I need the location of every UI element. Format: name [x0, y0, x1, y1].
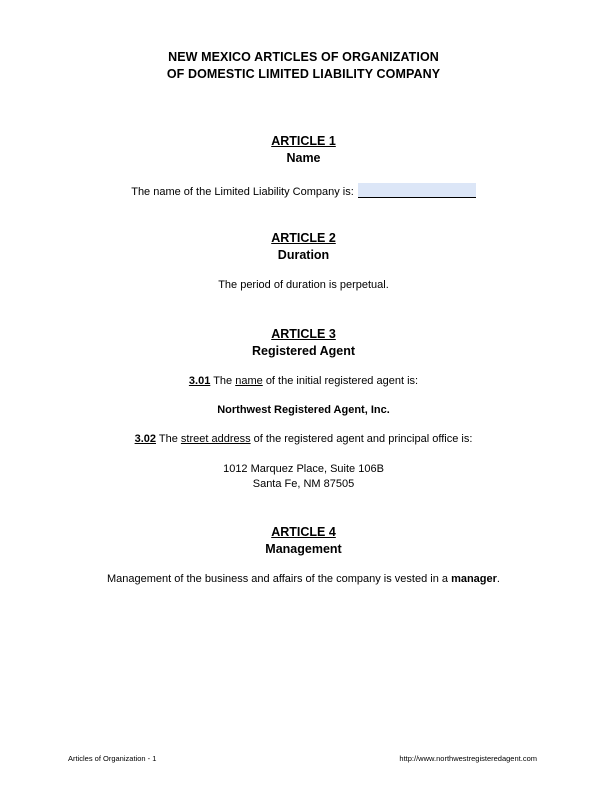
article-4-period: .	[496, 573, 500, 585]
article-1-heading: ARTICLE 1	[271, 134, 336, 148]
section-3-02-pre: The	[158, 433, 178, 445]
article-3-heading: ARTICLE 3	[271, 327, 336, 341]
footer-url[interactable]: http://www.northwestregisteredagent.com	[399, 754, 537, 763]
footer-page-label: Articles of Organization - 1	[68, 754, 157, 763]
section-3-01-term: name	[235, 375, 263, 387]
address-line-2: Santa Fe, NM 87505	[252, 478, 355, 490]
article-4-manager: manager	[451, 573, 497, 585]
registered-agent-name: Northwest Registered Agent, Inc.	[217, 404, 390, 416]
article-3-name: Registered Agent	[251, 344, 356, 358]
article-1-text: The name of the Limited Liability Company is:	[131, 186, 354, 198]
section-3-02-term: street address	[180, 433, 251, 445]
section-3-01-number: 3.01	[188, 375, 211, 387]
article-4-text: Management of the business and affairs of the company is vested in a	[107, 573, 448, 585]
address-line-1: 1012 Marquez Place, Suite 106B	[223, 463, 384, 475]
article-1-statement	[0, 183, 607, 198]
article-2-name: Duration	[277, 248, 330, 262]
article-2-heading: ARTICLE 2	[271, 231, 336, 245]
document-title-line-1: NEW MEXICO ARTICLES OF ORGANIZATION	[168, 50, 439, 64]
document-title-line-2: OF DOMESTIC LIMITED LIABILITY COMPANY	[166, 67, 441, 81]
section-3-01	[0, 375, 607, 387]
article-2-text: The period of duration is perpetual.	[218, 279, 389, 291]
article-4-heading: ARTICLE 4	[271, 525, 336, 539]
section-3-02-post: of the registered agent and principal office is:	[253, 433, 473, 445]
llc-name-input[interactable]	[358, 183, 476, 198]
section-3-01-pre: The	[213, 375, 233, 387]
article-4-name: Management	[265, 542, 342, 556]
section-3-02	[0, 433, 607, 445]
section-3-02-number: 3.02	[134, 433, 157, 445]
article-4-statement	[0, 573, 607, 585]
section-3-01-post: of the initial registered agent is:	[265, 375, 419, 387]
article-1-name: Name	[286, 151, 321, 165]
